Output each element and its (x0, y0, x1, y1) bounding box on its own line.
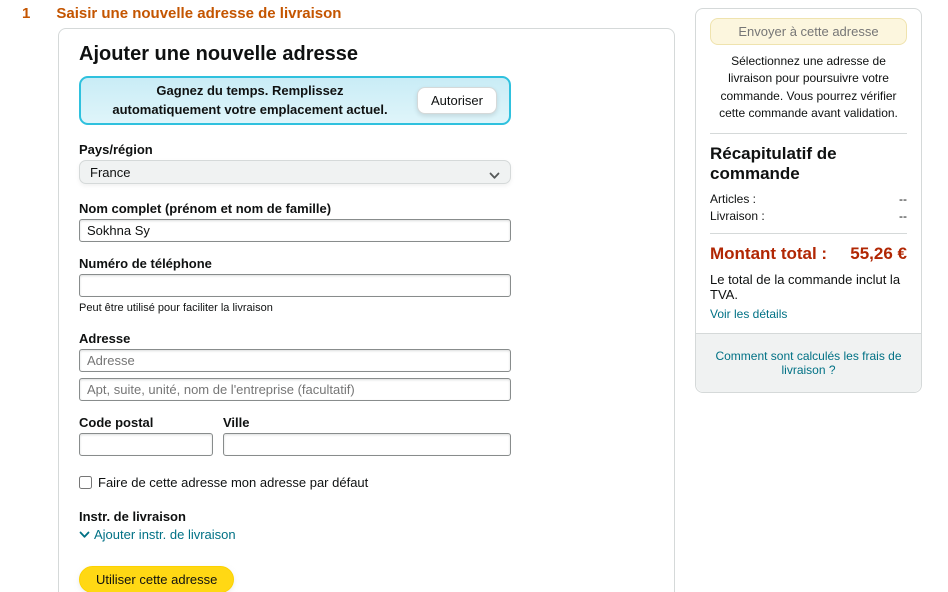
authorize-button[interactable]: Autoriser (417, 87, 497, 114)
chevron-down-icon (79, 527, 90, 542)
shipping-label: Livraison : (710, 208, 765, 223)
chevron-down-icon (489, 168, 500, 183)
country-label: Pays/région (79, 142, 153, 157)
phone-label: Numéro de téléphone (79, 256, 212, 271)
summary-note: Sélectionnez une adresse de livraison pour poursuivre votre commande. Vous pourrez vérifier cette commande avant validation. (719, 54, 898, 121)
summary-row-shipping (710, 209, 907, 223)
autofill-banner (79, 76, 511, 125)
view-details-link[interactable]: Voir les détails (710, 306, 788, 321)
phone-input[interactable] (79, 274, 511, 297)
delivery-instructions-label: Instr. de livraison (79, 509, 186, 524)
use-address-button[interactable]: Utiliser cette adresse (79, 566, 234, 592)
divider (710, 233, 907, 234)
city-input[interactable] (223, 433, 511, 456)
postal-code-input[interactable] (79, 433, 213, 456)
full-name-label: Nom complet (prénom et nom de famille) (79, 201, 332, 216)
shipping-fees-link[interactable]: Comment sont calculés les frais de livraison ? (715, 348, 902, 377)
divider (710, 133, 907, 134)
step-number: 1 (22, 5, 31, 22)
country-select[interactable] (79, 160, 511, 184)
checkout-step-heading (22, 5, 341, 22)
order-summary-card (695, 8, 922, 393)
full-name-input[interactable] (79, 219, 511, 242)
total-value: 55,26 € (850, 243, 907, 263)
summary-title: Récapitulatif de commande (710, 143, 837, 183)
city-label: Ville (223, 415, 250, 430)
total-label: Montant total : (710, 243, 828, 263)
articles-value: -- (899, 191, 907, 206)
new-address-card (58, 28, 675, 592)
default-address-label: Faire de cette adresse mon adresse par défaut (98, 475, 369, 490)
add-delivery-instructions-label: Ajouter instr. de livraison (94, 527, 236, 542)
address-label: Adresse (79, 331, 131, 346)
summary-row-articles (710, 192, 907, 206)
country-selected-value: France (90, 164, 131, 180)
total-row (710, 244, 907, 264)
postal-code-label: Code postal (79, 415, 154, 430)
form-title: Ajouter une nouvelle adresse (79, 43, 358, 65)
articles-label: Articles : (710, 191, 757, 206)
default-address-checkbox[interactable] (79, 476, 92, 489)
shipping-value: -- (899, 208, 907, 223)
autofill-message: Gagnez du temps. Remplissez automatiquement votre emplacement actuel. (112, 82, 388, 117)
address-line2-input[interactable] (79, 378, 511, 401)
add-delivery-instructions-link[interactable] (79, 527, 236, 542)
summary-footer (696, 333, 921, 392)
phone-helper-text: Peut être utilisé pour faciliter la livraison (79, 302, 273, 314)
address-line1-input[interactable] (79, 349, 511, 372)
send-to-address-button[interactable]: Envoyer à cette adresse (710, 18, 907, 45)
tax-note: Le total de la commande inclut la TVA. (710, 271, 901, 302)
page-title: Saisir une nouvelle adresse de livraison (56, 5, 342, 22)
